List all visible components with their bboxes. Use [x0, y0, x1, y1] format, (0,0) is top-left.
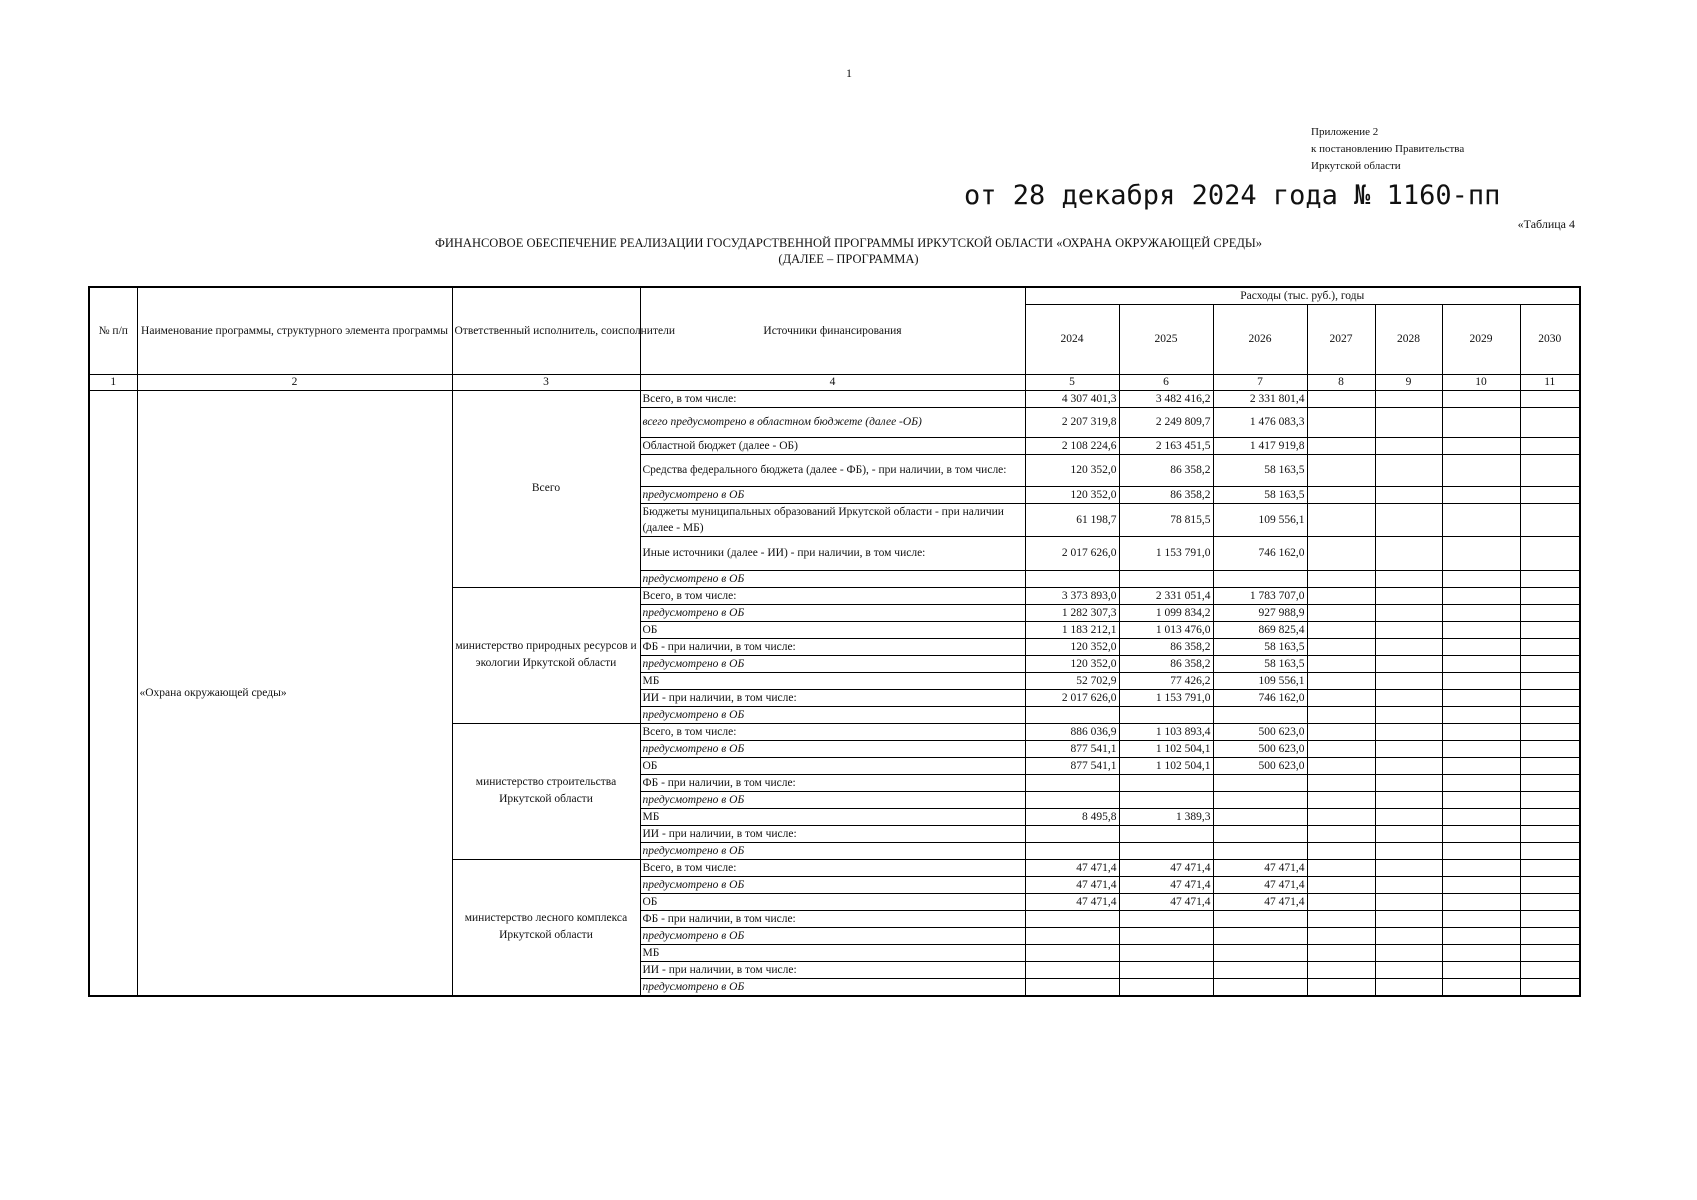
amount-cell: 877 541,1 — [1025, 757, 1119, 774]
funding-source: ИИ - при наличии, в том числе: — [640, 825, 1025, 842]
amount-cell — [1307, 961, 1375, 978]
amount-cell — [1307, 978, 1375, 996]
funding-source: предусмотрено в ОБ — [640, 791, 1025, 808]
amount-cell — [1375, 655, 1442, 672]
executor-name: министерство природных ресурсов и экологии Иркутской области — [452, 587, 640, 723]
amount-cell: 886 036,9 — [1025, 723, 1119, 740]
title-line: ФИНАНСОВОЕ ОБЕСПЕЧЕНИЕ РЕАЛИЗАЦИИ ГОСУДАРСТВЕННОЙ ПРОГРАММЫ ИРКУТСКОЙ ОБЛАСТИ «ОХРАНА ОКРУЖАЮЩЕЙ СРЕДЫ» — [434, 236, 1263, 250]
column-number: 5 — [1025, 374, 1119, 390]
executor-name: министерство лесного комплекса Иркутской области — [452, 859, 640, 996]
funding-source: Иные источники (далее - ИИ) - при наличии, в том числе: — [640, 536, 1025, 570]
amount-cell: 1 153 791,0 — [1119, 536, 1213, 570]
header-expenses: Расходы (тыс. руб.), годы — [1025, 287, 1580, 304]
amount-cell — [1375, 978, 1442, 996]
column-number-row — [89, 374, 1580, 390]
amount-cell — [1442, 927, 1520, 944]
document-title — [0, 235, 1697, 267]
amount-cell — [1442, 944, 1520, 961]
amount-cell: 58 163,5 — [1213, 655, 1307, 672]
funding-source: предусмотрено в ОБ — [640, 655, 1025, 672]
amount-cell: 109 556,1 — [1213, 672, 1307, 689]
amount-cell — [1307, 893, 1375, 910]
amount-cell: 78 815,5 — [1119, 503, 1213, 536]
amount-cell — [1520, 570, 1580, 587]
amount-cell — [1025, 842, 1119, 859]
amount-cell — [1520, 587, 1580, 604]
funding-source: ИИ - при наличии, в том числе: — [640, 689, 1025, 706]
amount-cell — [1442, 689, 1520, 706]
row-number-cell — [89, 390, 137, 996]
amount-cell — [1520, 437, 1580, 454]
amount-cell: 47 471,4 — [1025, 876, 1119, 893]
amount-cell — [1520, 689, 1580, 706]
decree-stamp: от 28 декабря 2024 года № 1160-пп — [964, 180, 1501, 211]
funding-source: предусмотрено в ОБ — [640, 604, 1025, 621]
amount-cell: 8 495,8 — [1025, 808, 1119, 825]
amount-cell — [1025, 774, 1119, 791]
amount-cell — [1375, 407, 1442, 437]
amount-cell — [1307, 927, 1375, 944]
amount-cell — [1307, 570, 1375, 587]
amount-cell — [1442, 791, 1520, 808]
amount-cell: 120 352,0 — [1025, 638, 1119, 655]
amount-cell: 120 352,0 — [1025, 454, 1119, 486]
amount-cell — [1442, 454, 1520, 486]
amount-cell: 2 249 809,7 — [1119, 407, 1213, 437]
year-header: 2025 — [1119, 304, 1213, 374]
amount-cell — [1520, 825, 1580, 842]
amount-cell — [1520, 621, 1580, 638]
amount-cell — [1025, 978, 1119, 996]
amount-cell — [1520, 978, 1580, 996]
amount-cell — [1442, 774, 1520, 791]
amount-cell — [1520, 859, 1580, 876]
amount-cell — [1213, 791, 1307, 808]
amount-cell — [1442, 740, 1520, 757]
amount-cell: 47 471,4 — [1213, 893, 1307, 910]
amount-cell: 500 623,0 — [1213, 740, 1307, 757]
amount-cell — [1442, 672, 1520, 689]
amount-cell: 1 099 834,2 — [1119, 604, 1213, 621]
amount-cell — [1520, 638, 1580, 655]
amount-cell — [1375, 842, 1442, 859]
amount-cell: 2 017 626,0 — [1025, 689, 1119, 706]
amount-cell: 869 825,4 — [1213, 621, 1307, 638]
amount-cell — [1307, 672, 1375, 689]
amount-cell — [1307, 437, 1375, 454]
year-header: 2026 — [1213, 304, 1307, 374]
amount-cell — [1520, 740, 1580, 757]
header-sources: Источники финансирования — [640, 287, 1025, 374]
amount-cell — [1375, 808, 1442, 825]
funding-source: Всего, в том числе: — [640, 587, 1025, 604]
funding-source: предусмотрено в ОБ — [640, 486, 1025, 503]
amount-cell — [1119, 825, 1213, 842]
amount-cell: 77 426,2 — [1119, 672, 1213, 689]
amount-cell — [1307, 791, 1375, 808]
amount-cell — [1520, 672, 1580, 689]
amount-cell — [1442, 825, 1520, 842]
amount-cell — [1375, 706, 1442, 723]
amount-cell: 109 556,1 — [1213, 503, 1307, 536]
amount-cell — [1442, 638, 1520, 655]
amount-cell: 1 282 307,3 — [1025, 604, 1119, 621]
amount-cell — [1307, 910, 1375, 927]
amount-cell: 3 373 893,0 — [1025, 587, 1119, 604]
amount-cell — [1442, 536, 1520, 570]
amount-cell — [1025, 706, 1119, 723]
amount-cell — [1375, 604, 1442, 621]
amount-cell — [1375, 536, 1442, 570]
amount-cell — [1213, 808, 1307, 825]
amount-cell — [1375, 486, 1442, 503]
amount-cell — [1375, 927, 1442, 944]
amount-cell — [1442, 587, 1520, 604]
amount-cell — [1025, 910, 1119, 927]
appendix-note — [1311, 124, 1464, 175]
year-header: 2028 — [1375, 304, 1442, 374]
title-line: (ДАЛЕЕ – ПРОГРАММА) — [778, 252, 919, 266]
appendix-line: Приложение 2 — [1311, 126, 1379, 138]
amount-cell — [1307, 536, 1375, 570]
amount-cell — [1520, 944, 1580, 961]
amount-cell — [1307, 808, 1375, 825]
funding-source: предусмотрено в ОБ — [640, 978, 1025, 996]
amount-cell — [1307, 621, 1375, 638]
amount-cell: 47 471,4 — [1119, 893, 1213, 910]
amount-cell — [1520, 536, 1580, 570]
amount-cell — [1307, 390, 1375, 407]
amount-cell — [1119, 791, 1213, 808]
amount-cell — [1520, 407, 1580, 437]
amount-cell — [1375, 672, 1442, 689]
amount-cell — [1520, 757, 1580, 774]
amount-cell: 1 417 919,8 — [1213, 437, 1307, 454]
amount-cell — [1442, 876, 1520, 893]
column-number: 3 — [452, 374, 640, 390]
funding-source: ФБ - при наличии, в том числе: — [640, 774, 1025, 791]
amount-cell — [1119, 706, 1213, 723]
amount-cell — [1520, 876, 1580, 893]
funding-source: Всего, в том числе: — [640, 390, 1025, 407]
amount-cell — [1442, 604, 1520, 621]
amount-cell — [1375, 437, 1442, 454]
header-num: № п/п — [89, 287, 137, 374]
amount-cell — [1520, 604, 1580, 621]
amount-cell — [1213, 927, 1307, 944]
amount-cell — [1307, 740, 1375, 757]
amount-cell — [1213, 842, 1307, 859]
amount-cell — [1442, 808, 1520, 825]
amount-cell — [1119, 910, 1213, 927]
amount-cell — [1213, 910, 1307, 927]
column-number: 6 — [1119, 374, 1213, 390]
amount-cell — [1375, 893, 1442, 910]
amount-cell: 58 163,5 — [1213, 638, 1307, 655]
amount-cell — [1119, 944, 1213, 961]
amount-cell — [1442, 655, 1520, 672]
amount-cell — [1442, 503, 1520, 536]
year-header: 2029 — [1442, 304, 1520, 374]
column-number: 2 — [137, 374, 452, 390]
amount-cell — [1375, 638, 1442, 655]
table-label: «Таблица 4 — [1517, 217, 1575, 231]
program-name: «Охрана окружающей среды» — [137, 390, 452, 996]
amount-cell: 47 471,4 — [1119, 859, 1213, 876]
amount-cell — [1375, 390, 1442, 407]
amount-cell: 2 017 626,0 — [1025, 536, 1119, 570]
column-number: 9 — [1375, 374, 1442, 390]
amount-cell — [1520, 910, 1580, 927]
amount-cell — [1375, 774, 1442, 791]
amount-cell — [1375, 587, 1442, 604]
funding-source: предусмотрено в ОБ — [640, 876, 1025, 893]
amount-cell — [1307, 706, 1375, 723]
amount-cell: 47 471,4 — [1213, 859, 1307, 876]
amount-cell — [1307, 774, 1375, 791]
amount-cell — [1442, 706, 1520, 723]
amount-cell — [1520, 808, 1580, 825]
column-number: 1 — [89, 374, 137, 390]
amount-cell — [1375, 791, 1442, 808]
amount-cell — [1307, 723, 1375, 740]
amount-cell — [1307, 604, 1375, 621]
amount-cell — [1025, 791, 1119, 808]
amount-cell — [1442, 390, 1520, 407]
amount-cell — [1375, 740, 1442, 757]
amount-cell: 86 358,2 — [1119, 454, 1213, 486]
funding-source: всего предусмотрено в областном бюджете (далее -ОБ) — [640, 407, 1025, 437]
amount-cell: 2 163 451,5 — [1119, 437, 1213, 454]
funding-source: Средства федерального бюджета (далее - ФБ), - при наличии, в том числе: — [640, 454, 1025, 486]
amount-cell — [1119, 978, 1213, 996]
amount-cell: 47 471,4 — [1025, 893, 1119, 910]
amount-cell: 1 183 212,1 — [1025, 621, 1119, 638]
amount-cell — [1520, 706, 1580, 723]
amount-cell — [1375, 910, 1442, 927]
amount-cell: 47 471,4 — [1119, 876, 1213, 893]
amount-cell — [1375, 757, 1442, 774]
amount-cell — [1520, 723, 1580, 740]
amount-cell: 1 389,3 — [1119, 808, 1213, 825]
funding-source: ОБ — [640, 757, 1025, 774]
amount-cell — [1375, 859, 1442, 876]
header-executor: Ответственный исполнитель, соисполнители — [452, 287, 640, 374]
amount-cell: 52 702,9 — [1025, 672, 1119, 689]
year-header: 2030 — [1520, 304, 1580, 374]
amount-cell — [1025, 825, 1119, 842]
amount-cell — [1213, 961, 1307, 978]
amount-cell — [1307, 689, 1375, 706]
column-number: 11 — [1520, 374, 1580, 390]
amount-cell — [1442, 961, 1520, 978]
funding-source: предусмотрено в ОБ — [640, 927, 1025, 944]
amount-cell — [1307, 638, 1375, 655]
amount-cell — [1375, 689, 1442, 706]
amount-cell — [1307, 587, 1375, 604]
funding-source: Бюджеты муниципальных образований Иркутской области - при наличии (далее - МБ) — [640, 503, 1025, 536]
amount-cell — [1442, 978, 1520, 996]
amount-cell: 86 358,2 — [1119, 638, 1213, 655]
amount-cell — [1442, 893, 1520, 910]
amount-cell — [1213, 825, 1307, 842]
amount-cell — [1119, 927, 1213, 944]
amount-cell: 2 207 319,8 — [1025, 407, 1119, 437]
amount-cell — [1307, 407, 1375, 437]
amount-cell — [1520, 927, 1580, 944]
amount-cell — [1375, 825, 1442, 842]
amount-cell — [1119, 570, 1213, 587]
amount-cell — [1375, 961, 1442, 978]
table-body — [89, 390, 1580, 996]
amount-cell — [1307, 842, 1375, 859]
funding-source: МБ — [640, 672, 1025, 689]
amount-cell — [1375, 503, 1442, 536]
amount-cell: 61 198,7 — [1025, 503, 1119, 536]
funding-source: предусмотрено в ОБ — [640, 706, 1025, 723]
executor-name: Всего — [452, 390, 640, 587]
amount-cell — [1213, 570, 1307, 587]
amount-cell: 1 153 791,0 — [1119, 689, 1213, 706]
amount-cell: 47 471,4 — [1213, 876, 1307, 893]
amount-cell — [1375, 944, 1442, 961]
amount-cell: 4 307 401,3 — [1025, 390, 1119, 407]
amount-cell: 927 988,9 — [1213, 604, 1307, 621]
amount-cell — [1442, 621, 1520, 638]
funding-source: МБ — [640, 808, 1025, 825]
amount-cell — [1307, 944, 1375, 961]
amount-cell — [1520, 774, 1580, 791]
amount-cell: 877 541,1 — [1025, 740, 1119, 757]
amount-cell: 746 162,0 — [1213, 536, 1307, 570]
amount-cell — [1520, 893, 1580, 910]
amount-cell — [1025, 944, 1119, 961]
funding-source: Областной бюджет (далее - ОБ) — [640, 437, 1025, 454]
funding-source: ОБ — [640, 893, 1025, 910]
executor-name: министерство строительства Иркутской области — [452, 723, 640, 859]
amount-cell: 2 331 051,4 — [1119, 587, 1213, 604]
amount-cell — [1442, 859, 1520, 876]
financing-table — [88, 286, 1581, 997]
amount-cell — [1442, 570, 1520, 587]
amount-cell — [1520, 390, 1580, 407]
amount-cell — [1520, 961, 1580, 978]
amount-cell — [1442, 486, 1520, 503]
amount-cell: 86 358,2 — [1119, 655, 1213, 672]
amount-cell — [1119, 774, 1213, 791]
amount-cell — [1307, 655, 1375, 672]
amount-cell — [1307, 454, 1375, 486]
amount-cell — [1307, 486, 1375, 503]
column-number: 10 — [1442, 374, 1520, 390]
amount-cell — [1307, 825, 1375, 842]
amount-cell: 2 331 801,4 — [1213, 390, 1307, 407]
column-number: 8 — [1307, 374, 1375, 390]
funding-source: ФБ - при наличии, в том числе: — [640, 910, 1025, 927]
amount-cell — [1442, 407, 1520, 437]
amount-cell — [1213, 774, 1307, 791]
amount-cell — [1442, 723, 1520, 740]
page-number: 1 — [846, 66, 852, 80]
funding-source: предусмотрено в ОБ — [640, 570, 1025, 587]
amount-cell — [1375, 570, 1442, 587]
funding-source: Всего, в том числе: — [640, 859, 1025, 876]
amount-cell: 1 013 476,0 — [1119, 621, 1213, 638]
amount-cell: 2 108 224,6 — [1025, 437, 1119, 454]
amount-cell: 58 163,5 — [1213, 486, 1307, 503]
amount-cell — [1375, 621, 1442, 638]
amount-cell — [1307, 503, 1375, 536]
amount-cell: 86 358,2 — [1119, 486, 1213, 503]
amount-cell: 47 471,4 — [1025, 859, 1119, 876]
header-name: Наименование программы, структурного элемента программы — [137, 287, 452, 374]
amount-cell — [1307, 876, 1375, 893]
year-header: 2027 — [1307, 304, 1375, 374]
amount-cell: 500 623,0 — [1213, 757, 1307, 774]
amount-cell — [1442, 842, 1520, 859]
amount-cell — [1520, 486, 1580, 503]
column-number: 4 — [640, 374, 1025, 390]
amount-cell — [1375, 876, 1442, 893]
amount-cell — [1375, 723, 1442, 740]
funding-source: ФБ - при наличии, в том числе: — [640, 638, 1025, 655]
funding-source: ИИ - при наличии, в том числе: — [640, 961, 1025, 978]
amount-cell — [1119, 961, 1213, 978]
funding-source: предусмотрено в ОБ — [640, 842, 1025, 859]
amount-cell — [1520, 791, 1580, 808]
amount-cell: 120 352,0 — [1025, 655, 1119, 672]
column-number: 7 — [1213, 374, 1307, 390]
amount-cell: 3 482 416,2 — [1119, 390, 1213, 407]
amount-cell — [1442, 910, 1520, 927]
amount-cell — [1442, 757, 1520, 774]
amount-cell: 1 103 893,4 — [1119, 723, 1213, 740]
amount-cell — [1307, 859, 1375, 876]
appendix-line: к постановлению Правительства — [1311, 143, 1465, 155]
amount-cell — [1520, 842, 1580, 859]
appendix-line: Иркутской области — [1311, 160, 1401, 172]
funding-source: предусмотрено в ОБ — [640, 740, 1025, 757]
year-header: 2024 — [1025, 304, 1119, 374]
amount-cell — [1520, 655, 1580, 672]
amount-cell: 1 102 504,1 — [1119, 757, 1213, 774]
amount-cell: 500 623,0 — [1213, 723, 1307, 740]
funding-source: Всего, в том числе: — [640, 723, 1025, 740]
amount-cell — [1119, 842, 1213, 859]
amount-cell — [1375, 454, 1442, 486]
amount-cell: 58 163,5 — [1213, 454, 1307, 486]
amount-cell — [1213, 978, 1307, 996]
amount-cell — [1025, 961, 1119, 978]
amount-cell — [1213, 706, 1307, 723]
amount-cell — [1025, 927, 1119, 944]
amount-cell: 1 102 504,1 — [1119, 740, 1213, 757]
amount-cell: 1 783 707,0 — [1213, 587, 1307, 604]
amount-cell — [1520, 503, 1580, 536]
amount-cell — [1442, 437, 1520, 454]
amount-cell — [1025, 570, 1119, 587]
amount-cell: 746 162,0 — [1213, 689, 1307, 706]
amount-cell — [1307, 757, 1375, 774]
amount-cell — [1520, 454, 1580, 486]
amount-cell — [1213, 944, 1307, 961]
table-row — [89, 390, 1580, 407]
amount-cell: 1 476 083,3 — [1213, 407, 1307, 437]
funding-source: МБ — [640, 944, 1025, 961]
amount-cell: 120 352,0 — [1025, 486, 1119, 503]
funding-source: ОБ — [640, 621, 1025, 638]
